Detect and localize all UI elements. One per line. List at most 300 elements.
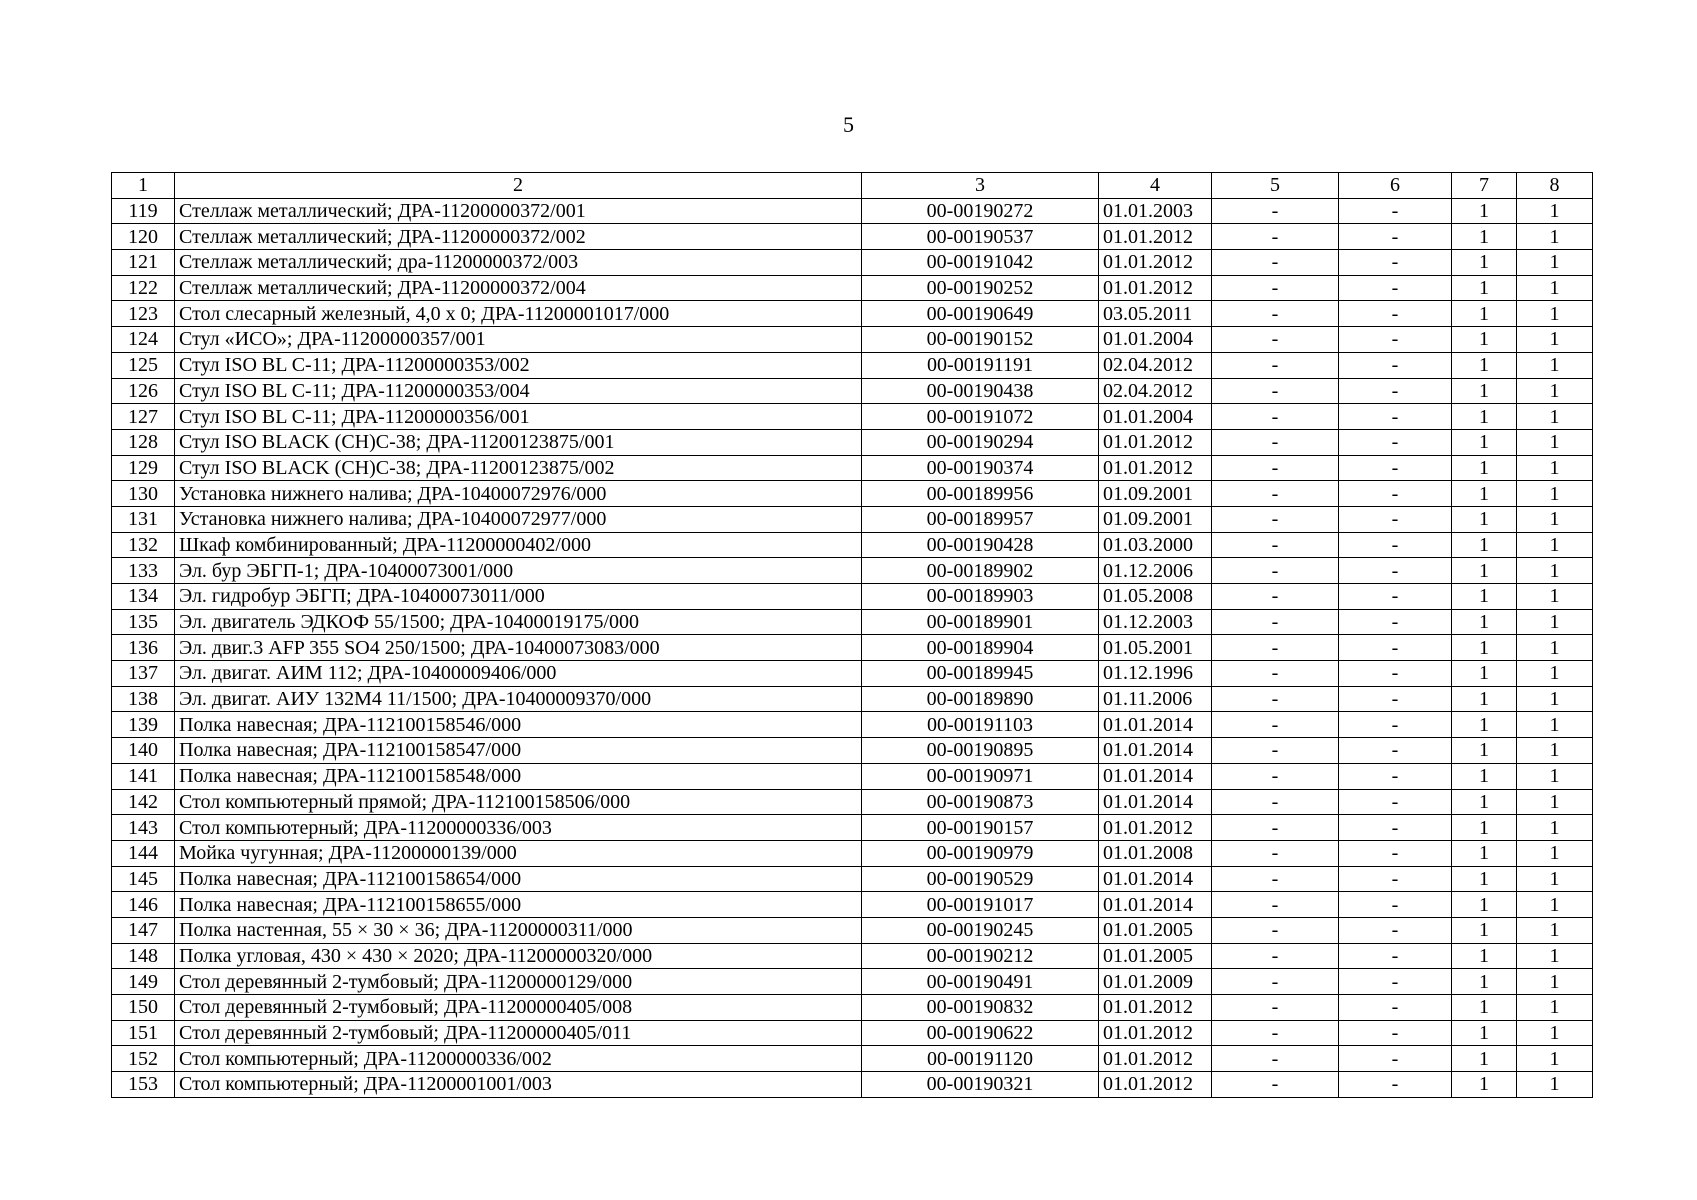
row-number: 132 (112, 532, 175, 558)
col-8-value: 1 (1517, 506, 1593, 532)
date: 01.01.2014 (1099, 892, 1212, 918)
col-7-value: 1 (1452, 969, 1517, 995)
date: 01.01.2005 (1099, 943, 1212, 969)
item-name: Установка нижнего налива; ДРА-10400072976/000 (175, 481, 862, 507)
col-6-value: - (1339, 815, 1452, 841)
row-number: 139 (112, 712, 175, 738)
table-row (112, 1020, 1593, 1046)
table-row (112, 301, 1593, 327)
inventory-code: 00-00190491 (862, 969, 1099, 995)
table-row (112, 712, 1593, 738)
row-number: 129 (112, 455, 175, 481)
table-row (112, 763, 1593, 789)
header-cell-6: 6 (1339, 173, 1452, 199)
item-name: Стул ISO BLACK (CH)C-38; ДРА-11200123875/002 (175, 455, 862, 481)
row-number: 126 (112, 378, 175, 404)
col-8-value: 1 (1517, 198, 1593, 224)
item-name: Эл. двигат. АИМ 112; ДРА-10400009406/000 (175, 661, 862, 687)
col-6-value: - (1339, 455, 1452, 481)
col-5-value: - (1212, 969, 1339, 995)
col-6-value: - (1339, 301, 1452, 327)
col-5-value: - (1212, 455, 1339, 481)
col-6-value: - (1339, 995, 1452, 1021)
col-8-value: 1 (1517, 789, 1593, 815)
col-6-value: - (1339, 1072, 1452, 1098)
col-5-value: - (1212, 327, 1339, 353)
date: 01.01.2012 (1099, 429, 1212, 455)
table-row (112, 275, 1593, 301)
date: 01.01.2012 (1099, 1046, 1212, 1072)
item-name: Полка навесная; ДРА-112100158655/000 (175, 892, 862, 918)
row-number: 148 (112, 943, 175, 969)
col-8-value: 1 (1517, 378, 1593, 404)
col-8-value: 1 (1517, 892, 1593, 918)
col-5-value: - (1212, 250, 1339, 276)
row-number: 128 (112, 429, 175, 455)
col-6-value: - (1339, 558, 1452, 584)
row-number: 122 (112, 275, 175, 301)
row-number: 144 (112, 840, 175, 866)
item-name: Эл. гидробур ЭБГП; ДРА-10400073011/000 (175, 584, 862, 610)
col-6-value: - (1339, 327, 1452, 353)
table-row (112, 558, 1593, 584)
item-name: Эл. двигат. АИУ 132М4 11/1500; ДРА-10400009370/000 (175, 686, 862, 712)
table-row (112, 352, 1593, 378)
col-5-value: - (1212, 763, 1339, 789)
row-number: 134 (112, 584, 175, 610)
inventory-code: 00-00190832 (862, 995, 1099, 1021)
inventory-code: 00-00190649 (862, 301, 1099, 327)
col-6-value: - (1339, 404, 1452, 430)
col-8-value: 1 (1517, 224, 1593, 250)
col-7-value: 1 (1452, 815, 1517, 841)
row-number: 147 (112, 917, 175, 943)
col-8-value: 1 (1517, 1020, 1593, 1046)
table-row (112, 815, 1593, 841)
date: 01.09.2001 (1099, 506, 1212, 532)
item-name: Полка настенная, 55 × 30 × 36; ДРА-11200000311/000 (175, 917, 862, 943)
table-row (112, 686, 1593, 712)
col-7-value: 1 (1452, 327, 1517, 353)
col-7-value: 1 (1452, 250, 1517, 276)
col-5-value: - (1212, 275, 1339, 301)
inventory-code: 00-00191042 (862, 250, 1099, 276)
table-row (112, 198, 1593, 224)
table-row (112, 917, 1593, 943)
col-7-value: 1 (1452, 532, 1517, 558)
col-6-value: - (1339, 892, 1452, 918)
inventory-code: 00-00189903 (862, 584, 1099, 610)
col-7-value: 1 (1452, 455, 1517, 481)
row-number: 133 (112, 558, 175, 584)
col-5-value: - (1212, 352, 1339, 378)
table-row (112, 738, 1593, 764)
date: 01.01.2014 (1099, 712, 1212, 738)
table-row (112, 378, 1593, 404)
col-7-value: 1 (1452, 840, 1517, 866)
inventory-code: 00-00190294 (862, 429, 1099, 455)
col-7-value: 1 (1452, 892, 1517, 918)
page-number: 5 (843, 112, 854, 137)
col-8-value: 1 (1517, 635, 1593, 661)
header-cell-4: 4 (1099, 173, 1212, 199)
col-6-value: - (1339, 840, 1452, 866)
row-number: 140 (112, 738, 175, 764)
row-number: 123 (112, 301, 175, 327)
col-5-value: - (1212, 1020, 1339, 1046)
row-number: 149 (112, 969, 175, 995)
date: 01.01.2003 (1099, 198, 1212, 224)
date: 01.01.2012 (1099, 455, 1212, 481)
col-7-value: 1 (1452, 198, 1517, 224)
date: 01.09.2001 (1099, 481, 1212, 507)
col-8-value: 1 (1517, 917, 1593, 943)
col-7-value: 1 (1452, 558, 1517, 584)
col-6-value: - (1339, 763, 1452, 789)
inventory-code: 00-00189904 (862, 635, 1099, 661)
row-number: 121 (112, 250, 175, 276)
col-5-value: - (1212, 429, 1339, 455)
col-5-value: - (1212, 609, 1339, 635)
col-5-value: - (1212, 378, 1339, 404)
col-6-value: - (1339, 1046, 1452, 1072)
item-name: Полка навесная; ДРА-112100158547/000 (175, 738, 862, 764)
col-8-value: 1 (1517, 995, 1593, 1021)
col-6-value: - (1339, 584, 1452, 610)
date: 02.04.2012 (1099, 378, 1212, 404)
item-name: Полка угловая, 430 × 430 × 2020; ДРА-11200000320/000 (175, 943, 862, 969)
col-7-value: 1 (1452, 609, 1517, 635)
item-name: Стул ISO BL С-11; ДРА-11200000356/001 (175, 404, 862, 430)
table-row (112, 1072, 1593, 1098)
date: 01.01.2012 (1099, 995, 1212, 1021)
item-name: Стол слесарный железный, 4,0 х 0; ДРА-11200001017/000 (175, 301, 862, 327)
item-name: Стул ISO BL С-11; ДРА-11200000353/002 (175, 352, 862, 378)
date: 01.11.2006 (1099, 686, 1212, 712)
col-6-value: - (1339, 1020, 1452, 1046)
col-6-value: - (1339, 378, 1452, 404)
item-name: Стол компьютерный; ДРА-11200001001/003 (175, 1072, 862, 1098)
item-name: Стол деревянный 2-тумбовый; ДРА-11200000129/000 (175, 969, 862, 995)
col-8-value: 1 (1517, 866, 1593, 892)
header-cell-3: 3 (862, 173, 1099, 199)
col-5-value: - (1212, 198, 1339, 224)
col-5-value: - (1212, 481, 1339, 507)
date: 01.01.2012 (1099, 1020, 1212, 1046)
item-name: Установка нижнего налива; ДРА-10400072977/000 (175, 506, 862, 532)
row-number: 124 (112, 327, 175, 353)
col-6-value: - (1339, 969, 1452, 995)
col-8-value: 1 (1517, 584, 1593, 610)
inventory-code: 00-00190873 (862, 789, 1099, 815)
col-7-value: 1 (1452, 866, 1517, 892)
date: 01.01.2004 (1099, 404, 1212, 430)
col-7-value: 1 (1452, 1072, 1517, 1098)
item-name: Стул «ИСО»; ДРА-11200000357/001 (175, 327, 862, 353)
date: 01.01.2009 (1099, 969, 1212, 995)
inventory-code: 00-00190212 (862, 943, 1099, 969)
row-number: 146 (112, 892, 175, 918)
col-8-value: 1 (1517, 352, 1593, 378)
date: 01.05.2001 (1099, 635, 1212, 661)
item-name: Эл. двигатель ЭДКОФ 55/1500; ДРА-10400019175/000 (175, 609, 862, 635)
date: 01.01.2014 (1099, 789, 1212, 815)
col-5-value: - (1212, 224, 1339, 250)
date: 01.01.2012 (1099, 815, 1212, 841)
row-number: 131 (112, 506, 175, 532)
item-name: Стеллаж металлический; дра-11200000372/003 (175, 250, 862, 276)
col-8-value: 1 (1517, 686, 1593, 712)
col-8-value: 1 (1517, 1072, 1593, 1098)
col-8-value: 1 (1517, 481, 1593, 507)
date: 01.01.2008 (1099, 840, 1212, 866)
row-number: 143 (112, 815, 175, 841)
item-name: Стол деревянный 2-тумбовый; ДРА-11200000405/011 (175, 1020, 862, 1046)
table-row (112, 250, 1593, 276)
col-8-value: 1 (1517, 661, 1593, 687)
date: 02.04.2012 (1099, 352, 1212, 378)
col-5-value: - (1212, 917, 1339, 943)
col-5-value: - (1212, 301, 1339, 327)
table-row (112, 943, 1593, 969)
col-5-value: - (1212, 1072, 1339, 1098)
date: 01.01.2004 (1099, 327, 1212, 353)
inventory-code: 00-00191191 (862, 352, 1099, 378)
date: 01.01.2012 (1099, 1072, 1212, 1098)
col-8-value: 1 (1517, 943, 1593, 969)
col-7-value: 1 (1452, 352, 1517, 378)
col-6-value: - (1339, 738, 1452, 764)
inventory-code: 00-00191072 (862, 404, 1099, 430)
col-6-value: - (1339, 609, 1452, 635)
inventory-code: 00-00190245 (862, 917, 1099, 943)
inventory-code: 00-00189957 (862, 506, 1099, 532)
inventory-code: 00-00191017 (862, 892, 1099, 918)
col-8-value: 1 (1517, 815, 1593, 841)
row-number: 120 (112, 224, 175, 250)
table-row (112, 327, 1593, 353)
item-name: Мойка чугунная; ДРА-11200000139/000 (175, 840, 862, 866)
col-8-value: 1 (1517, 609, 1593, 635)
table-row (112, 584, 1593, 610)
date: 01.01.2012 (1099, 224, 1212, 250)
item-name: Полка навесная; ДРА-112100158654/000 (175, 866, 862, 892)
item-name: Стол компьютерный прямой; ДРА-112100158506/000 (175, 789, 862, 815)
col-8-value: 1 (1517, 455, 1593, 481)
col-7-value: 1 (1452, 429, 1517, 455)
inventory-code: 00-00191120 (862, 1046, 1099, 1072)
row-number: 119 (112, 198, 175, 224)
item-name: Стол компьютерный; ДРА-11200000336/003 (175, 815, 862, 841)
header-row (112, 173, 1593, 199)
item-name: Шкаф комбинированный; ДРА-11200000402/000 (175, 532, 862, 558)
table-row (112, 1046, 1593, 1072)
col-8-value: 1 (1517, 429, 1593, 455)
table-row (112, 995, 1593, 1021)
col-5-value: - (1212, 404, 1339, 430)
col-6-value: - (1339, 198, 1452, 224)
row-number: 127 (112, 404, 175, 430)
inventory-code: 00-00189901 (862, 609, 1099, 635)
date: 01.12.2003 (1099, 609, 1212, 635)
date: 01.05.2008 (1099, 584, 1212, 610)
col-7-value: 1 (1452, 1020, 1517, 1046)
item-name: Стеллаж металлический; ДРА-11200000372/001 (175, 198, 862, 224)
date: 01.12.1996 (1099, 661, 1212, 687)
inventory-code: 00-00190622 (862, 1020, 1099, 1046)
col-8-value: 1 (1517, 558, 1593, 584)
item-name: Полка навесная; ДРА-112100158548/000 (175, 763, 862, 789)
row-number: 135 (112, 609, 175, 635)
col-5-value: - (1212, 635, 1339, 661)
col-6-value: - (1339, 686, 1452, 712)
inventory-code: 00-00189890 (862, 686, 1099, 712)
col-7-value: 1 (1452, 789, 1517, 815)
item-name: Стул ISO BLACK (CH)C-38; ДРА-11200123875/001 (175, 429, 862, 455)
item-name: Стул ISO BL С-11; ДРА-11200000353/004 (175, 378, 862, 404)
inventory-table (111, 172, 1593, 1098)
date: 03.05.2011 (1099, 301, 1212, 327)
col-8-value: 1 (1517, 738, 1593, 764)
inventory-code: 00-00189945 (862, 661, 1099, 687)
item-name: Стеллаж металлический; ДРА-11200000372/002 (175, 224, 862, 250)
table-row (112, 866, 1593, 892)
col-5-value: - (1212, 943, 1339, 969)
col-7-value: 1 (1452, 301, 1517, 327)
inventory-code: 00-00190157 (862, 815, 1099, 841)
table-row (112, 429, 1593, 455)
col-6-value: - (1339, 661, 1452, 687)
row-number: 125 (112, 352, 175, 378)
col-5-value: - (1212, 661, 1339, 687)
col-5-value: - (1212, 789, 1339, 815)
date: 01.01.2014 (1099, 866, 1212, 892)
inventory-code: 00-00190979 (862, 840, 1099, 866)
col-8-value: 1 (1517, 1046, 1593, 1072)
col-5-value: - (1212, 995, 1339, 1021)
col-7-value: 1 (1452, 763, 1517, 789)
col-5-value: - (1212, 558, 1339, 584)
col-8-value: 1 (1517, 275, 1593, 301)
col-5-value: - (1212, 532, 1339, 558)
header-cell-5: 5 (1212, 173, 1339, 199)
col-7-value: 1 (1452, 404, 1517, 430)
date: 01.01.2012 (1099, 250, 1212, 276)
col-5-value: - (1212, 506, 1339, 532)
inventory-code: 00-00190537 (862, 224, 1099, 250)
col-6-value: - (1339, 275, 1452, 301)
col-7-value: 1 (1452, 224, 1517, 250)
col-5-value: - (1212, 840, 1339, 866)
inventory-code: 00-00190272 (862, 198, 1099, 224)
row-number: 152 (112, 1046, 175, 1072)
inventory-code: 00-00190529 (862, 866, 1099, 892)
inventory-code: 00-00190321 (862, 1072, 1099, 1098)
col-7-value: 1 (1452, 378, 1517, 404)
item-name: Эл. двиг.3 AFP 355 SO4 250/1500; ДРА-10400073083/000 (175, 635, 862, 661)
col-6-value: - (1339, 532, 1452, 558)
date: 01.01.2012 (1099, 275, 1212, 301)
header-cell-8: 8 (1517, 173, 1593, 199)
row-number: 153 (112, 1072, 175, 1098)
col-6-value: - (1339, 250, 1452, 276)
table-row (112, 506, 1593, 532)
col-5-value: - (1212, 686, 1339, 712)
col-7-value: 1 (1452, 686, 1517, 712)
col-6-value: - (1339, 429, 1452, 455)
col-6-value: - (1339, 506, 1452, 532)
col-5-value: - (1212, 584, 1339, 610)
col-7-value: 1 (1452, 712, 1517, 738)
table-row (112, 789, 1593, 815)
col-6-value: - (1339, 943, 1452, 969)
table-row (112, 224, 1593, 250)
inventory-code: 00-00189902 (862, 558, 1099, 584)
col-6-value: - (1339, 224, 1452, 250)
item-name: Полка навесная; ДРА-112100158546/000 (175, 712, 862, 738)
date: 01.03.2000 (1099, 532, 1212, 558)
table-row (112, 661, 1593, 687)
col-6-value: - (1339, 712, 1452, 738)
col-5-value: - (1212, 866, 1339, 892)
col-7-value: 1 (1452, 661, 1517, 687)
row-number: 136 (112, 635, 175, 661)
col-7-value: 1 (1452, 995, 1517, 1021)
inventory-code: 00-00190374 (862, 455, 1099, 481)
table-row (112, 481, 1593, 507)
table-row (112, 404, 1593, 430)
col-8-value: 1 (1517, 250, 1593, 276)
date: 01.01.2005 (1099, 917, 1212, 943)
inventory-code: 00-00190971 (862, 763, 1099, 789)
row-number: 141 (112, 763, 175, 789)
col-6-value: - (1339, 866, 1452, 892)
item-name: Стеллаж металлический; ДРА-11200000372/004 (175, 275, 862, 301)
table-row (112, 609, 1593, 635)
row-number: 137 (112, 661, 175, 687)
col-8-value: 1 (1517, 532, 1593, 558)
row-number: 142 (112, 789, 175, 815)
date: 01.01.2014 (1099, 738, 1212, 764)
col-6-value: - (1339, 352, 1452, 378)
col-7-value: 1 (1452, 1046, 1517, 1072)
item-name: Эл. бур ЭБГП-1; ДРА-10400073001/000 (175, 558, 862, 584)
col-6-value: - (1339, 917, 1452, 943)
col-7-value: 1 (1452, 635, 1517, 661)
row-number: 145 (112, 866, 175, 892)
col-7-value: 1 (1452, 943, 1517, 969)
inventory-code: 00-00190438 (862, 378, 1099, 404)
header-cell-7: 7 (1452, 173, 1517, 199)
col-5-value: - (1212, 712, 1339, 738)
col-6-value: - (1339, 635, 1452, 661)
col-7-value: 1 (1452, 917, 1517, 943)
date: 01.01.2014 (1099, 763, 1212, 789)
col-7-value: 1 (1452, 738, 1517, 764)
col-5-value: - (1212, 1046, 1339, 1072)
date: 01.12.2006 (1099, 558, 1212, 584)
col-8-value: 1 (1517, 301, 1593, 327)
col-7-value: 1 (1452, 481, 1517, 507)
inventory-code: 00-00190252 (862, 275, 1099, 301)
item-name: Стол деревянный 2-тумбовый; ДРА-11200000405/008 (175, 995, 862, 1021)
col-8-value: 1 (1517, 712, 1593, 738)
col-6-value: - (1339, 481, 1452, 507)
col-7-value: 1 (1452, 275, 1517, 301)
inventory-table-body (112, 173, 1593, 1098)
col-8-value: 1 (1517, 969, 1593, 995)
item-name: Стол компьютерный; ДРА-11200000336/002 (175, 1046, 862, 1072)
